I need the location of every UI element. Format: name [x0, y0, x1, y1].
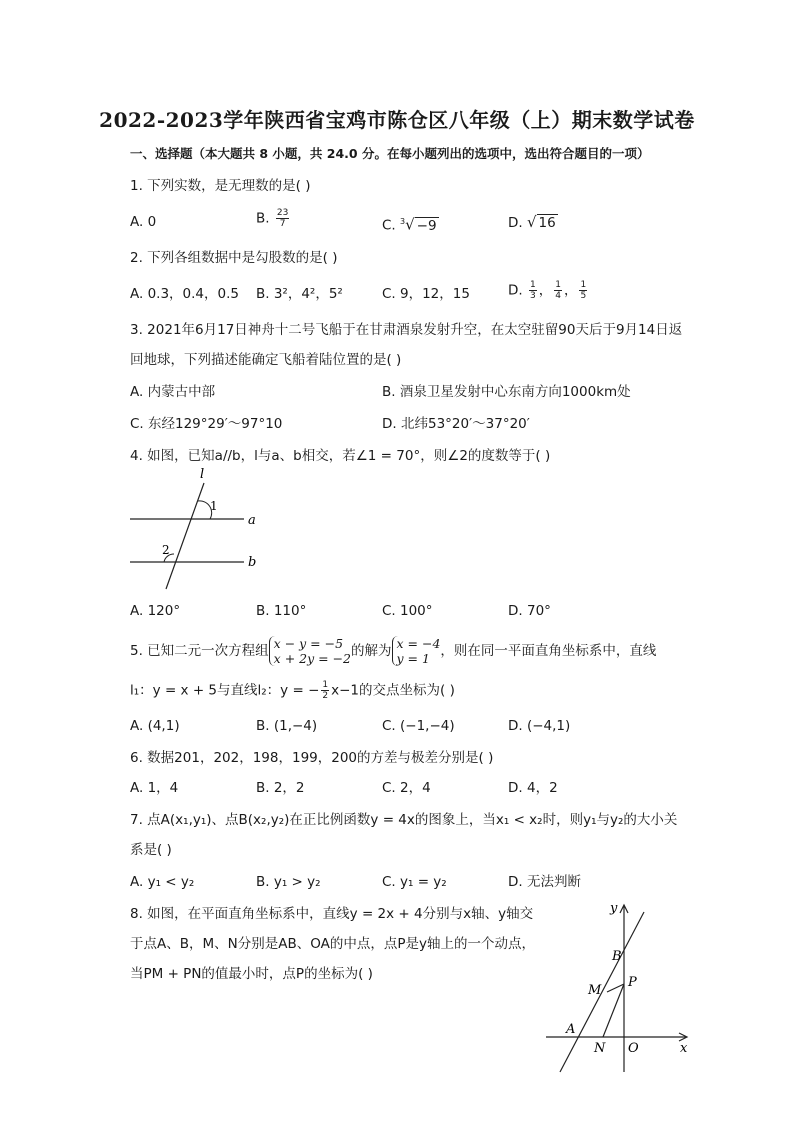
q2-option-b: B. 3²，4²，5² [256, 286, 343, 302]
q2-option-c: C. 9，12，15 [382, 286, 470, 302]
q6-option-b: B. 2，2 [256, 780, 305, 796]
q2-option-a: A. 0.3，0.4，0.5 [130, 286, 239, 302]
label-y: y [610, 901, 618, 916]
q3-option-b: B. 酒泉卫星发射中心东南方向1000km处 [382, 384, 631, 400]
q4-option-d: D. 70° [508, 603, 551, 619]
label-n-point: N [594, 1041, 606, 1056]
label-a-point: A [566, 1022, 576, 1037]
equation-system: x − y = −5 x + 2y = −2 [269, 636, 351, 666]
label-m-point: M [588, 983, 602, 998]
q1-option-b: B. $\frac{23}{7}$ [256, 208, 289, 229]
question-4-stem: 4. 如图，已知a//b，l与a、b相交，若∠1 = 70°，则∠2的度数等于( ) [130, 448, 551, 464]
q1-option-c: C. $^3$√ −9 [382, 215, 437, 234]
transversal-l [166, 483, 204, 589]
label-b-point: B [612, 949, 622, 964]
q6-option-d: D. 4，2 [508, 780, 558, 796]
q5-option-a: A. (4,1) [130, 718, 180, 734]
exam-title: 2022-2023学年陕西省宝鸡市陈仓区八年级（上）期末数学试卷 [99, 108, 695, 132]
label-p-point: P [628, 975, 637, 990]
label-o-point: O [628, 1041, 639, 1056]
q7-option-b: B. y₁ > y₂ [256, 874, 321, 890]
q6-option-c: C. 2，4 [382, 780, 431, 796]
section-heading: 一、选择题（本大题共 8 小题，共 24.0 分。在每小题列出的选项中，选出符合题目的一项） [130, 146, 650, 161]
question-6-stem: 6. 数据201，202，198，199，200的方差与极差分别是( ) [130, 750, 494, 766]
question-8-stem-line3: 当PM + PN的值最小时，点P的坐标为( ) [130, 966, 373, 982]
solution-system: x = −4 y = 1 [392, 636, 441, 666]
q5-option-d: D. (−4,1) [508, 718, 571, 734]
question-8-stem-line1: 8. 如图，在平面直角坐标系中，直线y = 2x + 4分别与x轴、y轴交 [130, 906, 534, 922]
segment-pn [603, 984, 624, 1037]
q4-option-c: C. 100° [382, 603, 433, 619]
q7-option-a: A. y₁ < y₂ [130, 874, 195, 890]
q3-option-c: C. 东经129°29′～97°10 [130, 416, 283, 432]
question-3-stem-line1: 3. 2021年6月17日神舟十二号飞船于在甘肃酒泉发射升空，在太空驻留90天后于9月14日返 [130, 322, 683, 338]
q5-option-c: C. (−1,−4) [382, 718, 455, 734]
label-x: x [680, 1041, 688, 1056]
label-a: a [248, 513, 256, 528]
q5-option-b: B. (1,−4) [256, 718, 318, 734]
question-8-stem-line2: 于点A、B，M、N分别是AB、OA的中点，点P是y轴上的一个动点， [130, 936, 535, 952]
label-angle-1: 1 [210, 499, 218, 513]
parallel-lines-figure [126, 466, 266, 594]
q4-option-a: A. 120° [130, 603, 181, 619]
label-b: b [248, 555, 257, 570]
question-7-stem-line1: 7. 点A(x₁,y₁)、点B(x₂,y₂)在正比例函数y = 4x的图象上，当x₁ < x₂时，则y₁与y₂的大小关 [130, 812, 678, 828]
question-1-stem: 1. 下列实数，是无理数的是( ) [130, 178, 311, 194]
q1-option-a: A. 0 [130, 214, 157, 230]
question-7-stem-line2: 系是( ) [130, 842, 172, 858]
label-angle-2: 2 [162, 543, 170, 557]
question-5-stem-line1: 5. 已知二元一次方程组 x − y = −5 x + 2y = −2 的解为 x = −4 y = 1 ，则在同一平面直角坐标系中，直线 [130, 636, 657, 666]
q1-option-d: D. √ 16 [508, 213, 556, 231]
q3-option-a: A. 内蒙古中部 [130, 384, 216, 400]
q7-option-c: C. y₁ = y₂ [382, 874, 447, 890]
q2-option-d: D. $\frac{1}{3}$ ， $\frac{1}{4}$ ， $\frac{1}{5}$ [508, 280, 587, 301]
question-5-stem-line2: l₁：y = x + 5与直线l₂：y = − $\frac{1}{2}$ x−1的交点坐标为( ) [130, 680, 455, 701]
q6-option-a: A. 1，4 [130, 780, 179, 796]
q7-option-d: D. 无法判断 [508, 874, 581, 890]
coordinate-figure [540, 896, 700, 1076]
q3-option-d: D. 北纬53°20′～37°20′ [382, 416, 530, 432]
q4-option-b: B. 110° [256, 603, 307, 619]
question-2-stem: 2. 下列各组数据中是勾股数的是( ) [130, 250, 338, 266]
question-3-stem-line2: 回地球，下列描述能确定飞船着陆位置的是( ) [130, 352, 402, 368]
fraction: $\frac{23}{7}$ [276, 208, 289, 229]
label-l: l [200, 467, 205, 482]
